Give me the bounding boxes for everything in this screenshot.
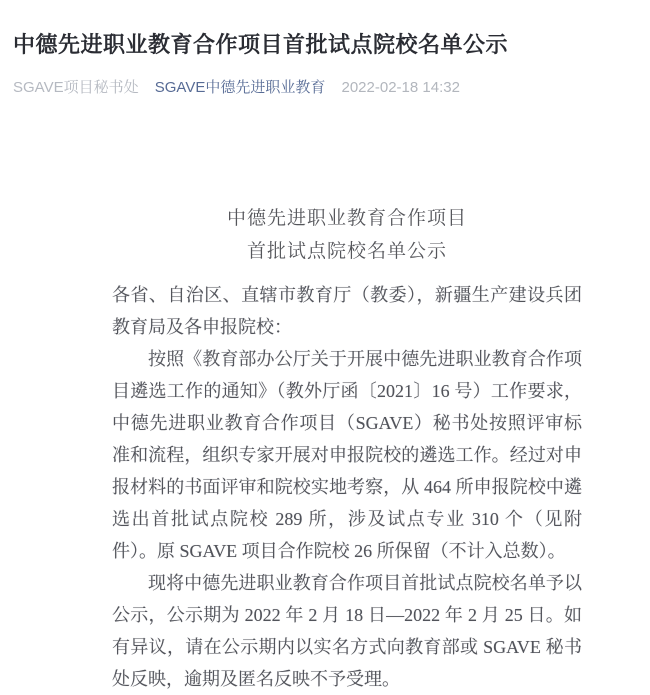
- doc-title: [112, 202, 582, 268]
- doc-paragraph-selection-results: 按照《教育部办公厅关于开展中德先进职业教育合作项目遴选工作的通知》（教外厅函〔2021〕16 号）工作要求，中德先进职业教育合作项目（SGAVE）秘书处按照评审标准和流程，组织专家开展对申报院校的遴选工作。经过对申报材料的书面评审和院校实地考察，从 464 所申报院校中遴选出首批试点院校 289 所，涉及试点专业 310 个（见附件）。原 SGAVE 项目合作院校 26 所保留（不计入总数）。: [112, 349, 582, 561]
- article-header: [0, 0, 650, 98]
- doc-body: [112, 279, 582, 695]
- doc-title-line-2: 首批试点院校名单公示: [246, 241, 447, 262]
- byline: [13, 77, 636, 98]
- doc-paragraph-publicity-period: 现将中德先进职业教育合作项目首批试点院校名单予以公示，公示期为 2022 年 2 月 18 日—2022 年 2 月 25 日。如有异议，请在公示期内以实名方式向教育部或 SGAVE 秘书处反映，逾期及匿名反映不予受理。: [112, 573, 582, 689]
- byline-account-link[interactable]: SGAVE中德先进职业教育: [154, 79, 326, 96]
- byline-timestamp: 2022-02-18 14:32: [341, 79, 460, 96]
- doc-title-line-1: 中德先进职业教育合作项目: [226, 208, 467, 229]
- doc-paragraph-salutation: 各省、自治区、直辖市教育厅（教委），新疆生产建设兵团教育局及各申报院校：: [112, 285, 582, 337]
- article-title: 中德先进职业教育合作项目首批试点院校名单公示: [13, 32, 509, 57]
- byline-author-name: SGAVE项目秘书处: [13, 79, 139, 96]
- document-scan-image[interactable]: [0, 202, 650, 695]
